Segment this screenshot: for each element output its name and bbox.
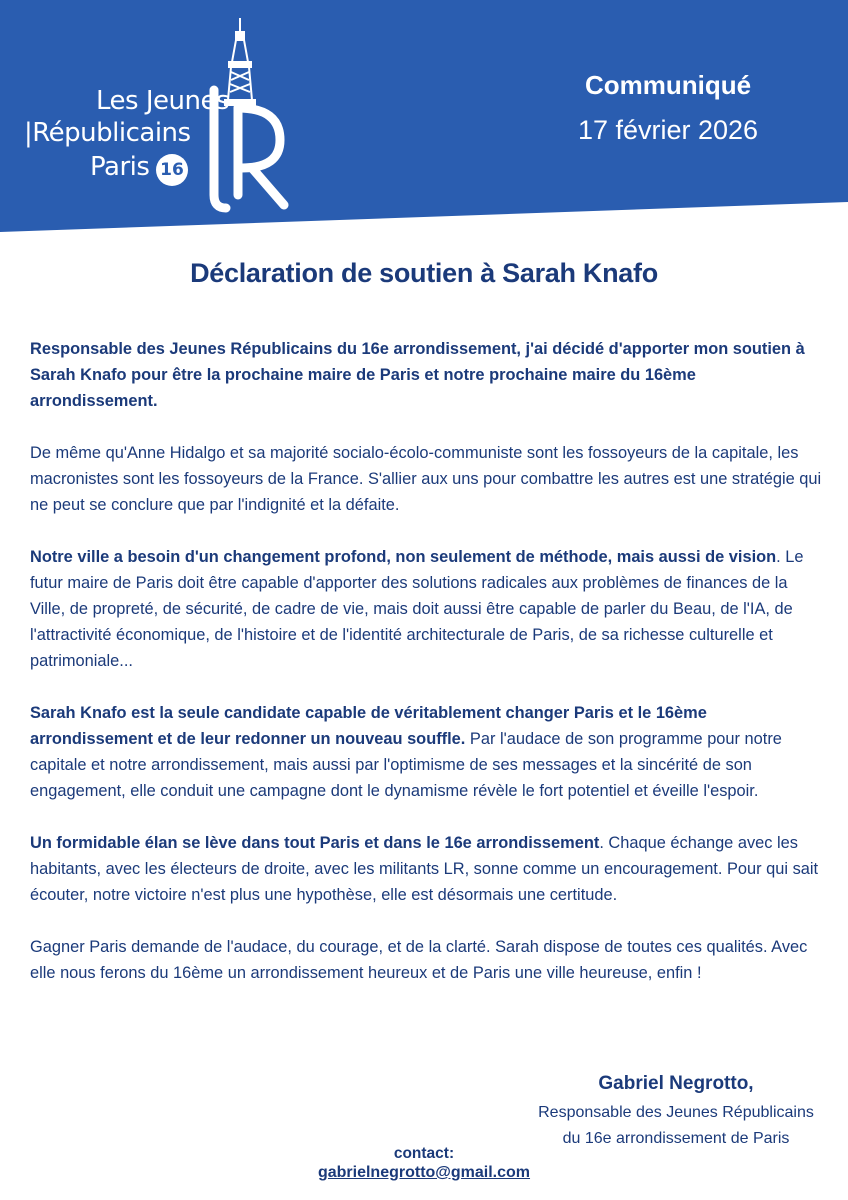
paragraph-1-bold: Responsable des Jeunes Républicains du 16e arrondissement, j'ai décidé d'apporter mon soutien à Sarah Knafo pour être la prochaine maire de Paris et notre prochaine maire du 16ème arrondissement.: [30, 340, 805, 410]
communique-title: Communiqué: [584, 70, 752, 100]
paragraph-2: [30, 440, 822, 518]
document-body: [30, 336, 822, 1012]
paragraph-3: [30, 544, 822, 674]
paragraph-5-text: . Chaque échange avec les habitants, avec les électeurs de droite, avec les militants LR, sonne comme un encouragement. Pour qui sait écouter, notre victoire n'est plus une hypothèse, elle est désormais une certitude.: [30, 834, 819, 904]
paragraph-6: [30, 934, 822, 986]
contact-label: contact:: [393, 1145, 455, 1162]
logo-line-republicains: |Républicains: [24, 118, 191, 148]
paragraph-5: [30, 830, 822, 908]
contact-email-link[interactable]: gabrielnegrotto@gmail.com: [317, 1164, 531, 1181]
paragraph-4: [30, 700, 822, 804]
signature-name: Gabriel Negrotto,: [598, 1073, 754, 1094]
paragraph-3-text: . Le futur maire de Paris doit être capable d'apporter des solutions radicales aux problèmes de finances de la Ville, de propreté, de sécurité, de cadre de vie, mais doit aussi être capable de parler du Beau, de l'IA, de l'attractivité économique, de l'histoire et de l'identité architecturale de Paris, de sa richesse culturelle et patrimoniale...: [30, 548, 804, 670]
paragraph-4-text: Par l'audace de son programme pour notre capitale et notre arrondissement, mais aussi par l'optimisme de ses messages et la sincérité de son engagement, elle conduit une campagne dont le dynamisme révèle le fort potentiel et éveille l'espoir.: [30, 730, 782, 800]
paragraph-5-bold: Un formidable élan se lève dans tout Paris et dans le 16e arrondissement: [30, 834, 600, 852]
signature-role-line-2: du 16e arrondissement de Paris: [562, 1130, 790, 1147]
document-title: Déclaration de soutien à Sarah Knafo: [190, 258, 658, 288]
signature-role-line-1: Responsable des Jeunes Républicains: [538, 1104, 814, 1121]
header-banner: [0, 0, 848, 232]
paragraph-3-bold: Notre ville a besoin d'un changement profond, non seulement de méthode, mais aussi de vision: [30, 548, 777, 566]
signature-role: [520, 1100, 832, 1152]
paragraph-2-text: De même qu'Anne Hidalgo et sa majorité socialo-écolo-communiste sont les fossoyeurs de la capitale, les macronistes sont les fossoyeurs de la France. S'allier aux uns pour combattre les autres est une stratégie qui ne peut se conclure que par l'indignité et la défaite.: [30, 444, 822, 514]
paragraph-6-text: Gagner Paris demande de l'audace, du courage, et de la clarté. Sarah dispose de toutes ces qualités. Avec elle nous ferons du 16ème un arrondissement heureux et de Paris une ville heureuse, enfin !: [30, 938, 808, 982]
paragraph-1: [30, 336, 822, 414]
paragraph-4-bold: Sarah Knafo est la seule candidate capable de véritablement changer Paris et le 16ème arrondissement et de leur redonner un nouveau souffle.: [30, 704, 707, 748]
logo-line-paris: Paris: [90, 152, 150, 182]
logo-line-jeunes: Les Jeunes: [96, 86, 229, 116]
communique-date: 17 février 2026: [577, 115, 759, 145]
logo-badge-16: 16: [156, 154, 188, 186]
